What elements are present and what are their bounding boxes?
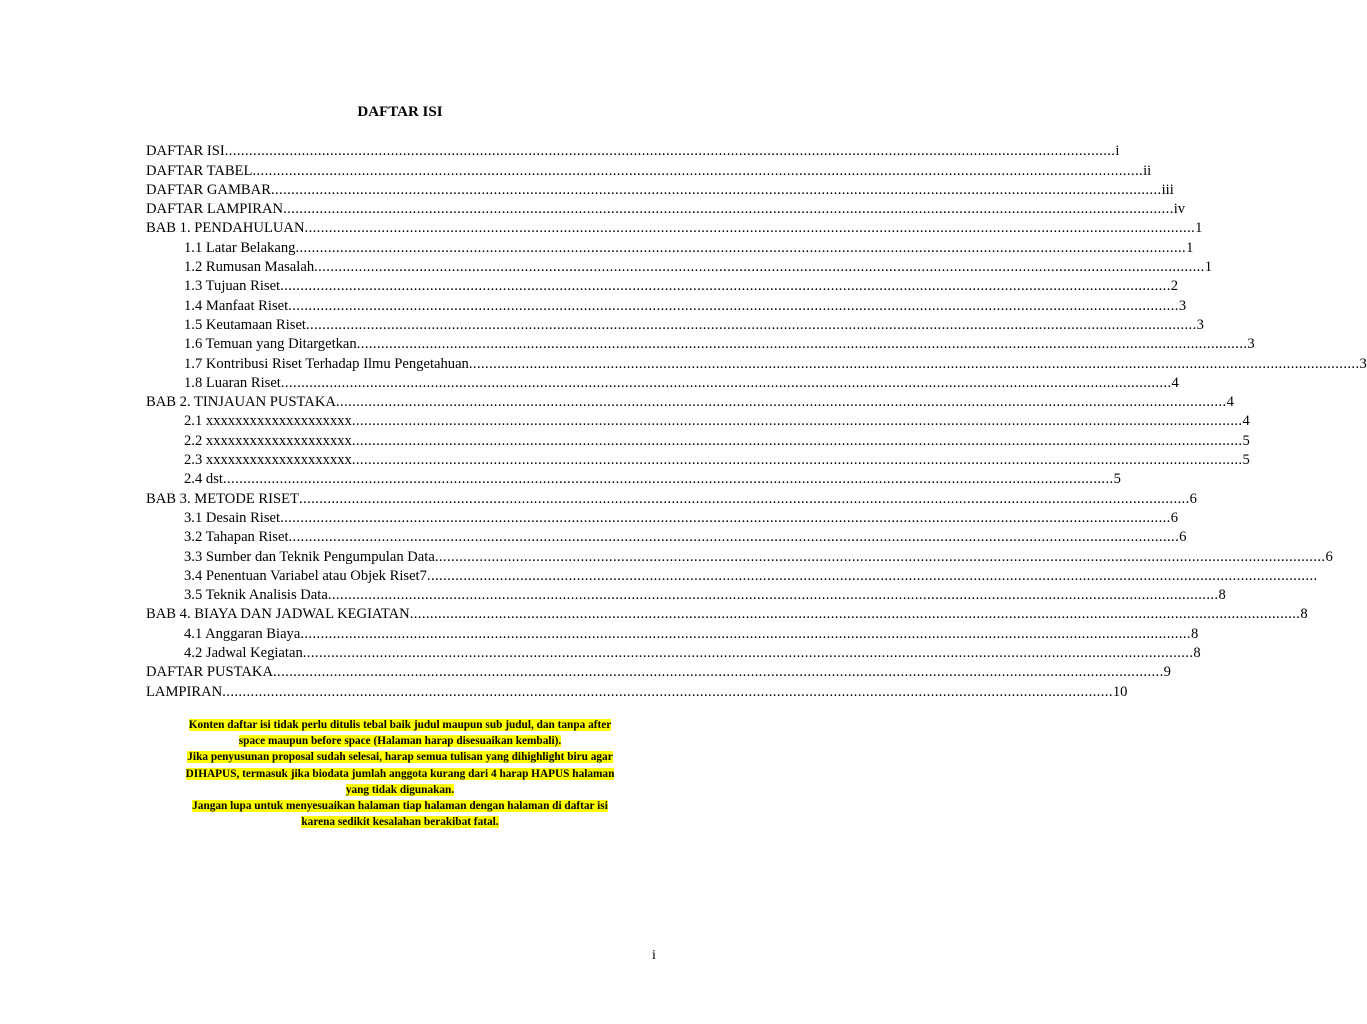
toc-entry: [184, 643, 1201, 662]
toc-leader-dots: ............................................................................................................................................................................................................................: [300, 625, 1191, 642]
toc-entry-page: 4: [1226, 394, 1234, 411]
page-title: DAFTAR ISI: [357, 104, 443, 120]
toc-entry: [146, 392, 1234, 411]
toc-entry-page: 1: [1195, 220, 1203, 237]
toc-entry-label: BAB 4. BIAYA DAN JADWAL KEGIATAN: [146, 606, 410, 623]
toc-entry-label: DAFTAR GAMBAR: [146, 181, 271, 198]
toc-entry: [184, 585, 1226, 604]
toc-leader-dots: ............................................................................................................................................................................................................................: [280, 374, 1172, 391]
toc-entry: [184, 624, 1199, 643]
toc-entry-page: 1: [1204, 259, 1213, 276]
toc-entry-page: 3: [1247, 336, 1255, 353]
highlighted-text: DIHAPUS, termasuk jika biodata jumlah anggota kurang dari 4 harap HAPUS halaman: [185, 767, 615, 780]
toc-entry-page: 5: [1113, 471, 1121, 488]
toc-entry-page: 6: [1179, 529, 1187, 546]
toc-entry: [146, 180, 1174, 199]
toc-entry-page: 10: [1112, 683, 1128, 700]
toc-leader-dots: ............................................................................................................................................................................................................................: [351, 413, 1243, 430]
highlighted-text: Jika penyusunan proposal sudah selesai, harap semua tulisan yang dihighlight biru agar: [187, 751, 613, 764]
toc-entry: [184, 566, 1318, 585]
toc-entry-page: 9: [1163, 664, 1171, 681]
toc-entry: [146, 218, 1203, 237]
toc-leader-dots: ............................................................................................................................................................................................................................: [270, 181, 1162, 198]
toc-entry-label: 1.2 Rumusan Masalah: [184, 259, 315, 276]
toc-leader-dots: ............................................................................................................................................................................................................................: [468, 355, 1360, 372]
toc-entry: [184, 508, 1179, 527]
toc-entry-label: BAB 2. TINJAUAN PUSTAKA: [146, 394, 336, 411]
toc-entry-label: BAB 1. PENDAHULUAN: [146, 220, 305, 237]
note-line: [140, 782, 660, 798]
toc-entry-page: 8: [1218, 587, 1226, 604]
toc-entry: [184, 295, 1187, 314]
toc-entry: [184, 411, 1250, 430]
toc-entry-label: 1.4 Manfaat Riset: [184, 297, 289, 314]
toc-entry-label: 1.6 Temuan yang Ditargetkan: [184, 336, 357, 353]
toc-entry: [184, 334, 1255, 353]
toc-entry-label: 1.3 Tujuan Riset: [184, 278, 281, 295]
toc-entry-page: 3: [1178, 297, 1187, 314]
toc-leader-dots: ............................................................................................................................................................................................................................: [306, 316, 1197, 333]
toc-entry-label: 1.5 Keutamaan Riset: [184, 316, 306, 333]
highlighted-text: Jangan lupa untuk menyesuaikan halaman tiap halaman dengan halaman di daftar isi: [192, 800, 608, 813]
toc-entry-page: 3: [1196, 316, 1204, 333]
toc-entry: [184, 469, 1121, 488]
page-number: i: [652, 948, 656, 963]
toc-entry-page: 5: [1242, 452, 1250, 469]
toc-entry-label: 3.2 Tahapan Riset: [184, 529, 289, 546]
toc-leader-dots: ............................................................................................................................................................................................................................: [356, 336, 1248, 353]
toc-entry-page: 8: [1190, 625, 1199, 642]
toc-entry: [184, 373, 1179, 392]
toc-leader-dots: ............................................................................................................................................................................................................................: [295, 239, 1187, 256]
toc-leader-dots: ............................................................................................................................................................................................................................: [426, 567, 1318, 584]
toc-entry-page: 8: [1300, 606, 1308, 623]
note-line: [140, 766, 660, 782]
toc-entry: [146, 199, 1186, 218]
toc-entry: [184, 238, 1194, 257]
toc-entry: [146, 662, 1171, 681]
toc-leader-dots: ............................................................................................................................................................................................................................: [314, 259, 1205, 276]
toc-entry-page: 4: [1171, 374, 1179, 391]
toc-entry-label: 1.8 Luaran Riset: [184, 374, 281, 391]
toc-entry-label: LAMPIRAN: [146, 683, 223, 700]
toc-entry: [184, 257, 1213, 276]
toc-entry-label: 2.3 xxxxxxxxxxxxxxxxxxxx: [184, 452, 352, 469]
highlighted-text: Konten daftar isi tidak perlu ditulis tebal baik judul maupun sub judul, dan tanpa after: [188, 719, 612, 731]
toc-entry-label: DAFTAR TABEL: [146, 162, 253, 179]
toc-entry-page: 6: [1189, 490, 1197, 507]
toc-entry: [184, 431, 1250, 450]
toc-leader-dots: ............................................................................................................................................................................................................................: [283, 201, 1174, 218]
toc-leader-dots: ............................................................................................................................................................................................................................: [351, 432, 1243, 449]
toc-leader-dots: ............................................................................................................................................................................................................................: [252, 162, 1144, 179]
toc-entry: [146, 160, 1152, 179]
toc-entry-page: 3: [1359, 355, 1367, 372]
toc-leader-dots: ............................................................................................................................................................................................................................: [288, 297, 1179, 314]
toc-leader-dots: ............................................................................................................................................................................................................................: [222, 683, 1113, 700]
toc-entry-label: 3.5 Teknik Analisis Data: [184, 587, 328, 604]
note-line: [140, 798, 660, 814]
toc-leader-dots: ............................................................................................................................................................................................................................: [434, 548, 1326, 565]
toc-entry: [146, 141, 1120, 160]
toc-leader-dots: ............................................................................................................................................................................................................................: [224, 143, 1116, 160]
toc-entry-label: 4.1 Anggaran Biaya: [184, 625, 301, 642]
note-line: [140, 814, 660, 830]
toc-entry-label: DAFTAR PUSTAKA: [146, 664, 273, 681]
toc-entry: [184, 353, 1367, 372]
toc-entry-label: 2.2 xxxxxxxxxxxxxxxxxxxx: [184, 432, 352, 449]
toc-leader-dots: ............................................................................................................................................................................................................................: [409, 606, 1301, 623]
toc-leader-dots: ............................................................................................................................................................................................................................: [327, 587, 1219, 604]
toc-entry-page: 2: [1170, 278, 1179, 295]
toc-entry-page: 5: [1242, 432, 1250, 449]
toc-leader-dots: ............................................................................................................................................................................................................................: [351, 452, 1243, 469]
toc-leader-dots: ............................................................................................................................................................................................................................: [280, 278, 1171, 295]
toc-entry-page: 8: [1193, 645, 1201, 662]
toc-entry-label: 3.1 Desain Riset: [184, 509, 281, 526]
note-line: [140, 749, 660, 765]
toc-entry-page: 6: [1325, 548, 1333, 565]
toc-entry-label: DAFTAR ISI: [146, 143, 225, 160]
highlighted-text: yang tidak digunakan.: [345, 783, 455, 796]
instruction-note: [140, 717, 660, 830]
toc-entry-page: i: [1115, 143, 1120, 160]
toc-leader-dots: ............................................................................................................................................................................................................................: [298, 490, 1190, 507]
toc-entry-label: 1.7 Kontribusi Riset Terhadap Ilmu Pengetahuan: [184, 355, 469, 372]
toc-leader-dots: ............................................................................................................................................................................................................................: [222, 471, 1114, 488]
toc-leader-dots: ............................................................................................................................................................................................................................: [280, 509, 1171, 526]
note-line: [140, 733, 660, 749]
toc-entry: [146, 488, 1197, 507]
toc-leader-dots: ............................................................................................................................................................................................................................: [288, 529, 1180, 546]
toc-entry: [184, 450, 1250, 469]
toc-entry-label: 4.2 Jadwal Kegiatan: [184, 645, 303, 662]
toc-entry-label: BAB 3. METODE RISET: [146, 490, 299, 507]
toc-entry: [184, 527, 1187, 546]
toc-entry-page: 4: [1242, 413, 1250, 430]
toc-leader-dots: ............................................................................................................................................................................................................................: [302, 645, 1194, 662]
toc-entry-page: iii: [1161, 181, 1174, 198]
highlighted-text: karena sedikit kesalahan berakibat fatal.: [301, 816, 499, 829]
note-line: [140, 717, 660, 733]
toc-entry-label: 2.1 xxxxxxxxxxxxxxxxxxxx: [184, 413, 352, 430]
toc-leader-dots: ............................................................................................................................................................................................................................: [273, 664, 1164, 681]
toc-entry: [184, 315, 1204, 334]
toc-entry-label: 1.1 Latar Belakang: [184, 239, 296, 256]
toc-entry-page: 6: [1170, 509, 1179, 526]
toc-entry: [146, 681, 1128, 700]
toc-entry: [184, 546, 1333, 565]
toc-entry-label: 3.4 Penentuan Variabel atau Objek Riset7: [184, 567, 427, 584]
toc-entry-label: 2.4 dst: [184, 471, 223, 488]
toc-entry: [146, 604, 1308, 623]
toc-entry-label: 3.3 Sumber dan Teknik Pengumpulan Data: [184, 548, 435, 565]
toc-leader-dots: ............................................................................................................................................................................................................................: [304, 220, 1196, 237]
toc-entry-page: iv: [1173, 201, 1186, 218]
toc-entry: [184, 276, 1179, 295]
highlighted-text: space maupun before space (Halaman harap disesuaikan kembali).: [238, 735, 562, 748]
toc-entry-page: ii: [1143, 162, 1152, 179]
toc-leader-dots: ............................................................................................................................................................................................................................: [335, 394, 1227, 411]
toc-entry-page: 1: [1186, 239, 1194, 256]
toc-entry-label: DAFTAR LAMPIRAN: [146, 201, 284, 218]
